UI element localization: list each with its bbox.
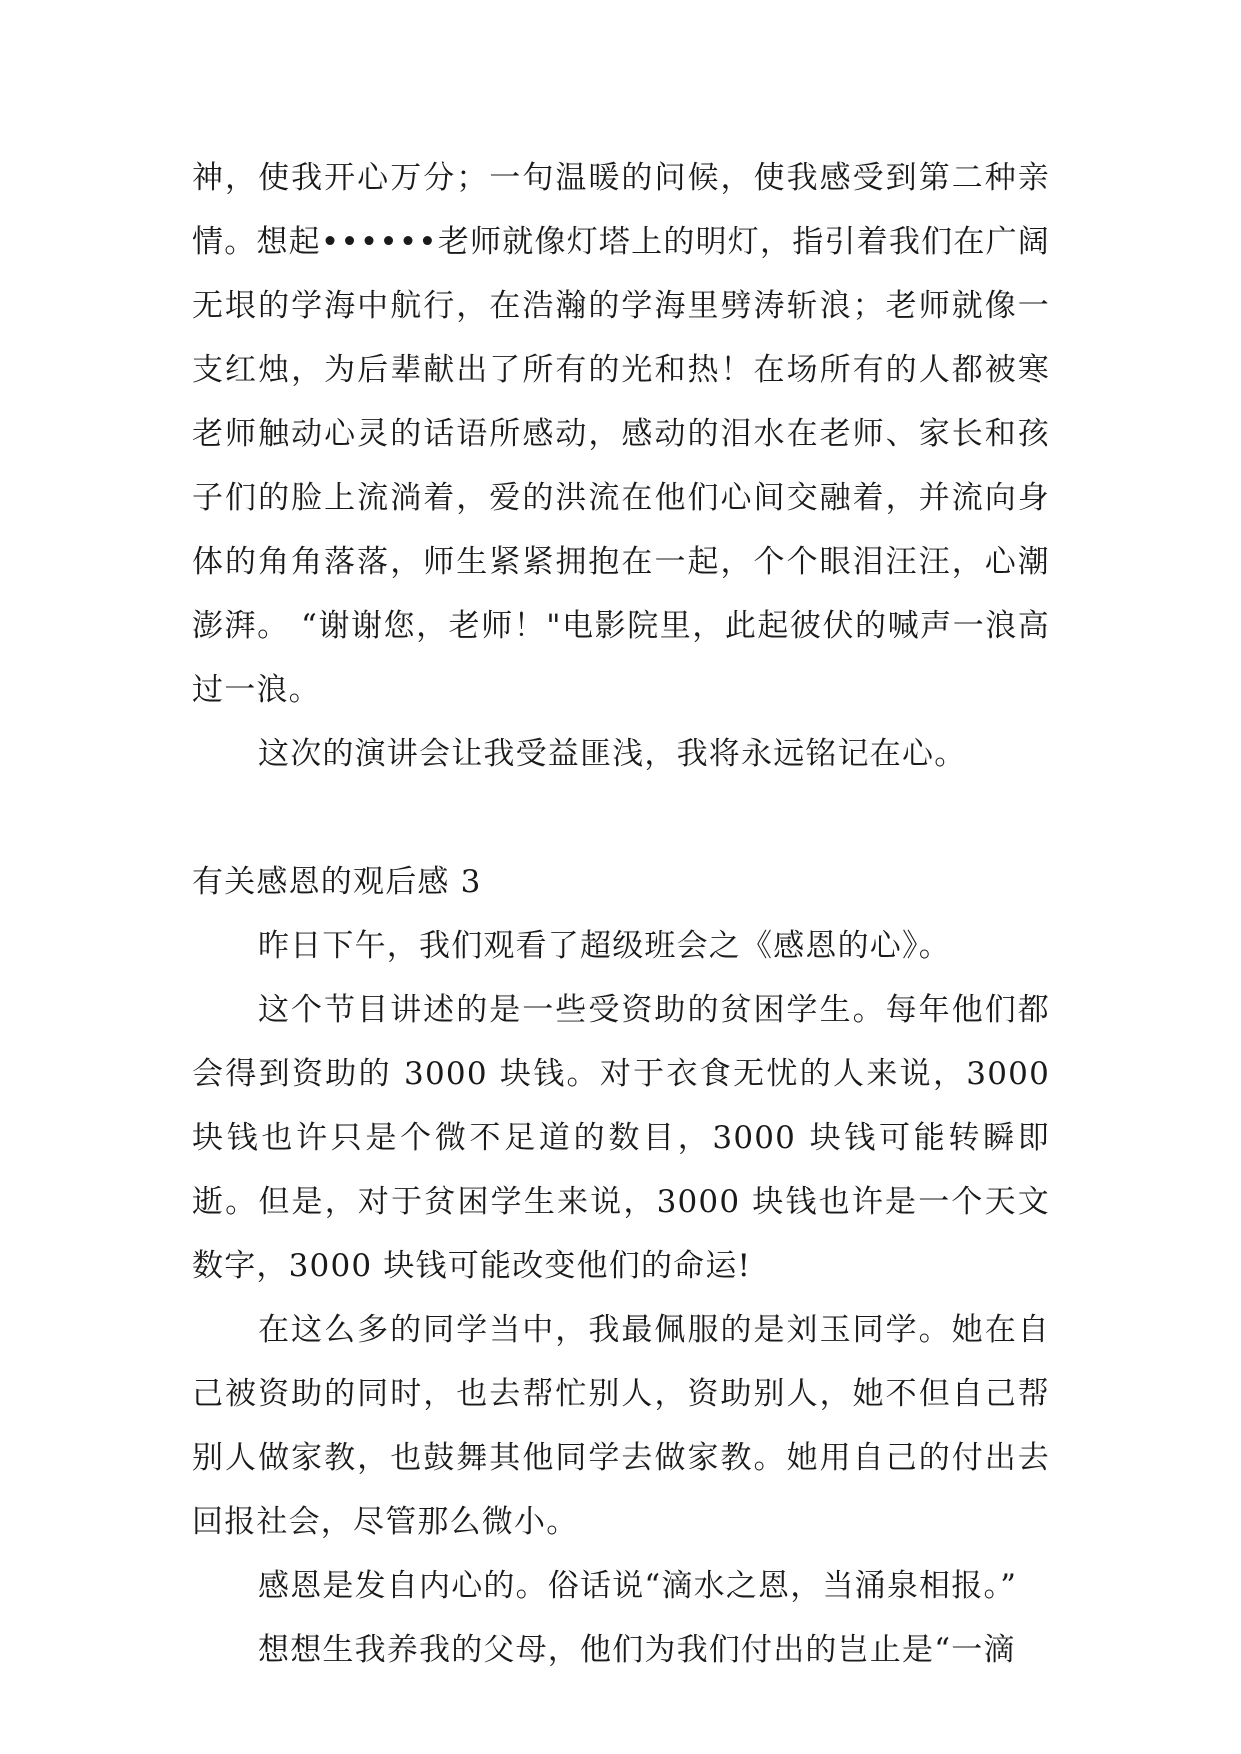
paragraph-continued: 神，使我开心万分；一句温暖的问候，使我感受到第二种亲情。想起••••••老师就像灯塔上的明灯，指引着我们在广阔无垠的学海中航行，在浩瀚的学海里劈涛斩浪；老师就像一支红烛，为后辈献出了所有的光和热！在场所有的人都被寒老师触动心灵的话语所感动，感动的泪水在老师、家长和孩子们的脸上流淌着，爱的洪流在他们心间交融着，并流向身体的角角落落，师生紧紧拥抱在一起，个个眼泪汪汪，心潮澎湃。 “谢谢您，老师！"电影院里，此起彼伏的喊声一浪高过一浪。	[192, 160, 1050, 708]
paragraph: 想想生我养我的父母，他们为我们付出的岂止是“一滴	[258, 1632, 1016, 1668]
document-body	[192, 146, 1050, 1682]
paragraph: 这个节目讲述的是一些受资助的贫困学生。每年他们都会得到资助的 3000 块钱。对于衣食无忧的人来说，3000 块钱也许只是个微不足道的数目，3000 块钱可能转瞬即逝。但是，对于贫困学生来说，3000 块钱也许是一个天文数字，3000 块钱可能改变他们的命运!	[192, 992, 1050, 1284]
section-heading: 有关感恩的观后感 3	[192, 864, 482, 900]
paragraph: 在这么多的同学当中，我最佩服的是刘玉同学。她在自己被资助的同时，也去帮忙别人，资助别人，她不但自己帮别人做家教，也鼓舞其他同学去做家教。她用自己的付出去回报社会，尽管那么微小。	[192, 1312, 1050, 1540]
paragraph: 感恩是发自内心的。俗话说“滴水之恩，当涌泉相报。”	[258, 1568, 1018, 1604]
paragraph-closing: 这次的演讲会让我受益匪浅，我将永远铭记在心。	[258, 736, 967, 772]
paragraph: 昨日下午，我们观看了超级班会之《感恩的心》。	[258, 928, 951, 964]
section-spacer	[192, 786, 1050, 850]
